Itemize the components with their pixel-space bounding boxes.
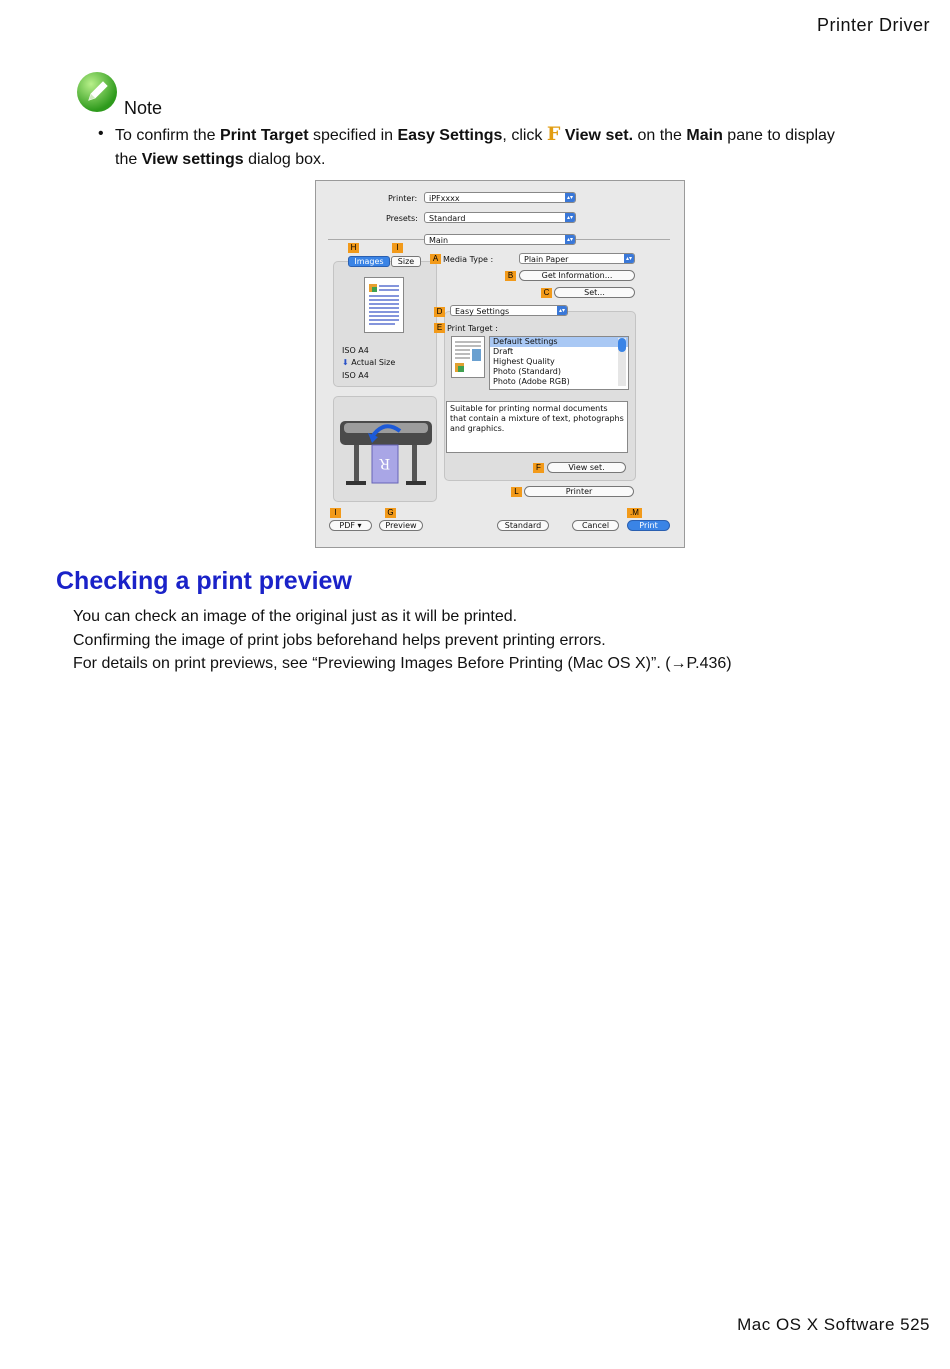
page-footer: Mac OS X Software 525 xyxy=(737,1315,930,1334)
body-line-2: Confirming the image of print jobs beforehand helps prevent printing errors. xyxy=(73,632,606,649)
tag-i: I xyxy=(392,243,403,253)
print-target-item[interactable]: Highest Quality xyxy=(493,357,555,366)
printer-select[interactable]: iPFxxxx ▴▾ xyxy=(424,192,576,203)
note-label: Note xyxy=(124,98,163,118)
svg-text:R: R xyxy=(379,455,391,471)
tag-m: .M xyxy=(627,508,642,518)
tag-i-bottom: I xyxy=(330,508,341,518)
note-pencil-icon xyxy=(77,72,117,112)
tag-e: E xyxy=(434,323,445,333)
settings-mode-select[interactable]: Easy Settings ▴▾ xyxy=(450,305,568,316)
print-target-item[interactable]: Photo (Standard) xyxy=(493,367,561,376)
standard-button[interactable]: Standard xyxy=(497,520,549,531)
size-info-output: ISO A4 xyxy=(342,371,369,380)
description-box: Suitable for printing normal documents that contain a mixture of text, photographs and graphics. xyxy=(446,401,628,453)
print-target-thumbnail xyxy=(451,336,485,378)
tag-a: A xyxy=(430,254,441,264)
page-header-title: Printer Driver xyxy=(816,15,930,35)
note-bullet: • xyxy=(98,125,104,142)
tag-f: F xyxy=(533,463,544,473)
popup-arrow-icon: ▴▾ xyxy=(625,255,633,262)
tag-d: D xyxy=(434,307,445,317)
tag-l: L xyxy=(511,487,522,497)
tag-h: H xyxy=(348,243,359,253)
body-line-1: You can check an image of the original just as it will be printed. xyxy=(73,608,518,625)
presets-select[interactable]: Standard ▴▾ xyxy=(424,212,576,223)
list-scrollbar[interactable] xyxy=(618,338,626,386)
page-thumbnail xyxy=(364,277,404,333)
tag-g: G xyxy=(385,508,396,518)
pdf-button[interactable]: PDF ▾ xyxy=(329,520,372,531)
media-type-label: Media Type : xyxy=(443,255,494,264)
print-target-list[interactable] xyxy=(489,336,629,390)
size-info-scale: ⬇ Actual Size xyxy=(342,358,396,367)
print-target-item[interactable]: Default Settings xyxy=(490,337,628,347)
get-information-button[interactable]: Get Information... xyxy=(519,270,635,281)
set-button[interactable]: Set... xyxy=(554,287,635,298)
popup-arrow-icon: ▴▾ xyxy=(558,307,566,314)
tab-size[interactable]: Size xyxy=(391,256,421,267)
section-title: Checking a print preview xyxy=(56,567,352,595)
print-button[interactable]: Print xyxy=(627,520,670,531)
note-text: To confirm the Print Target specified in Easy Settings, click F View set. on the Main pane to display the View settings dialog box. xyxy=(115,123,835,168)
print-target-item[interactable]: Photo (Adobe RGB) xyxy=(493,377,570,386)
printer-label: Printer: xyxy=(388,194,418,203)
tab-images[interactable]: Images xyxy=(348,256,390,267)
tag-b: B xyxy=(505,271,516,281)
size-info-input: ISO A4 xyxy=(342,346,369,355)
popup-arrow-icon: ▴▾ xyxy=(566,236,574,243)
printer-illustration-icon xyxy=(334,397,436,501)
popup-arrow-icon: ▴▾ xyxy=(566,214,574,221)
view-set-button[interactable]: View set. xyxy=(547,462,626,473)
pane-select[interactable]: Main ▴▾ xyxy=(424,234,576,245)
print-dialog-screenshot xyxy=(315,180,685,548)
preview-button[interactable]: Preview xyxy=(379,520,423,531)
media-type-select[interactable]: Plain Paper ▴▾ xyxy=(519,253,635,264)
printer-button[interactable]: Printer xyxy=(524,486,634,497)
print-target-item[interactable]: Draft xyxy=(493,347,514,356)
scroll-thumb[interactable] xyxy=(618,338,626,352)
presets-label: Presets: xyxy=(386,214,418,223)
cancel-button[interactable]: Cancel xyxy=(572,520,619,531)
printer-image-panel xyxy=(333,396,437,502)
down-arrow-icon: ⬇ xyxy=(342,358,349,367)
tag-c: C xyxy=(541,288,552,298)
popup-arrow-icon: ▴▾ xyxy=(566,194,574,201)
print-target-label: Print Target : xyxy=(447,324,498,333)
f-marker-icon: F xyxy=(546,123,561,145)
body-line-3: For details on print previews, see “Previewing Images Before Printing (Mac OS X)”. (→P.436) xyxy=(73,655,732,672)
